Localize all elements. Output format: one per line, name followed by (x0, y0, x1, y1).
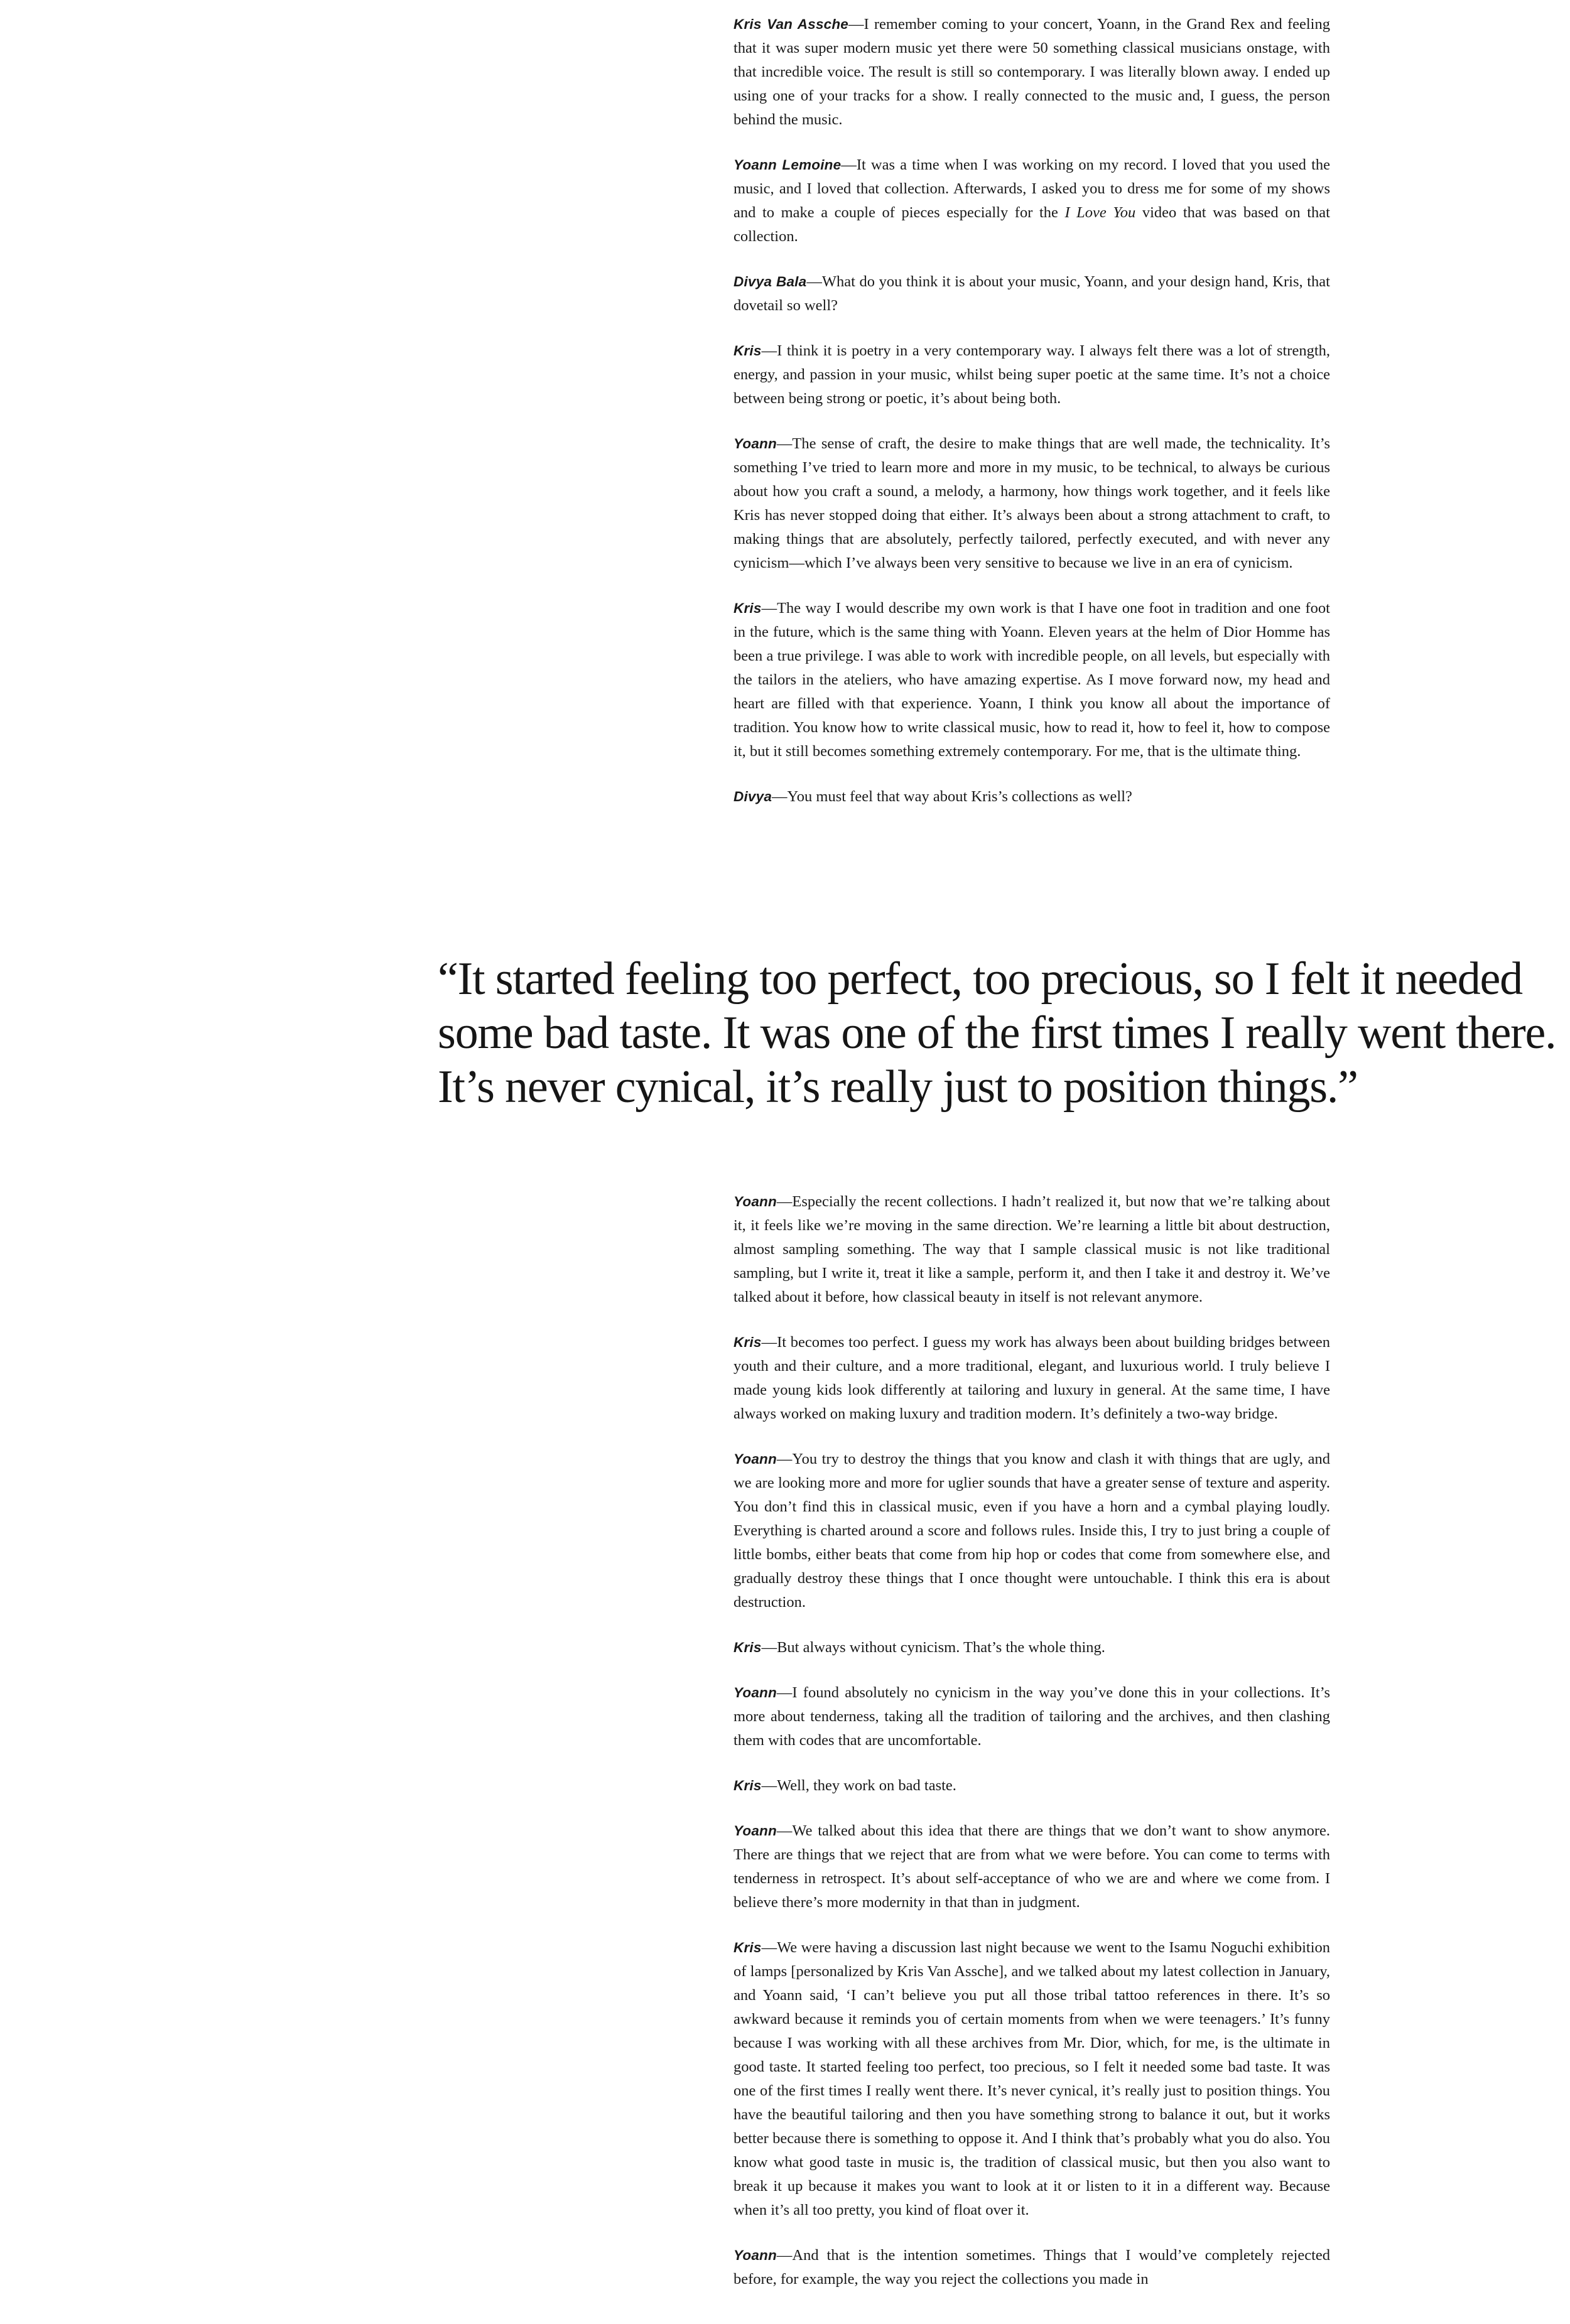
speaker-name: Yoann (734, 1823, 777, 1839)
speaker-name: Kris (734, 343, 762, 359)
separator-dash: — (761, 1777, 777, 1794)
separator-dash: — (776, 1451, 793, 1467)
paragraph-text: The way I would describe my own work is that I have one foot in tradition and one foot in the future, which is the same thing with Yoann. Eleven years at the helm of Dior Homme has been a true privilege. I was able to work with incredible people, on all levels, but especially with the tailors in the ateliers, who have amazing expertise. As I move forward now, my head and heart are filled with that experience. Yoann, I think you know all about the importance of tradition. You know how to write classical music, how to read it, how to feel it, how to compose it, but it still becomes something extremely contemporary. For me, that is the ultimate thing. (734, 600, 1330, 760)
separator-dash: — (761, 1639, 777, 1656)
paragraph-text: It was a time when I was working on my record. I loved that you used the music, and I loved that collection. Afterwards, I asked you to dress me for some of my shows and to make a couple of pieces especially for the (734, 156, 1330, 221)
paragraph-text: You must feel that way about Kris’s collections as well? (787, 788, 1132, 805)
speaker-name: Kris (734, 1334, 762, 1350)
separator-dash: — (776, 1193, 793, 1210)
speaker-name: Yoann (734, 2247, 777, 2263)
separator-dash: — (841, 156, 857, 173)
paragraph-text: You try to destroy the things that you know and clash it with things that are ugly, and we are looking more and more for uglier sounds that have a greater sense of texture and asperity. You don’t find this in classical music, even if you have a horn and a cymbal playing loudly. Everything is charted around a score and follows rules. Inside this, I try to just bring a couple of little bombs, either beats that come from hip hop or codes that come from somewhere else, and gradually destroy these things that I once thought were untouchable. I think this era is about destruction. (734, 1451, 1330, 1611)
paragraph-text: But always without cynicism. That’s the whole thing. (777, 1639, 1105, 1656)
interview-paragraph (734, 1636, 1330, 1660)
separator-dash: — (761, 1334, 777, 1351)
separator-dash: — (761, 342, 777, 359)
interview-paragraph (734, 1447, 1330, 1614)
paragraph-text: And that is the intention sometimes. Things that I would’ve completely rejected before, for example, the way you reject the collections you made in (734, 2247, 1330, 2288)
pull-quote-line: “It started feeling too perfect, too precious, so I felt it needed (438, 953, 1522, 1005)
interview-paragraph (734, 597, 1330, 764)
speaker-name: Kris (734, 1640, 762, 1655)
paragraph-text: What do you think it is about your music, Yoann, and your design hand, Kris, that dovetail so well? (734, 273, 1330, 314)
speaker-name: Yoann Lemoine (734, 157, 842, 173)
separator-dash: — (776, 435, 793, 452)
paragraph-text: Well, they work on bad taste. (777, 1777, 956, 1794)
interview-paragraph (734, 1819, 1330, 1915)
speaker-name: Yoann (734, 436, 777, 451)
speaker-name: Yoann (734, 1451, 777, 1467)
interview-column-top (734, 13, 1330, 830)
interview-paragraph (734, 153, 1330, 249)
speaker-name: Kris Van Assche (734, 16, 849, 32)
speaker-name: Kris (734, 600, 762, 616)
pull-quote-line: It’s never cynical, it’s really just to position things.” (438, 1061, 1358, 1113)
paragraph-text: I found absolutely no cynicism in the way you’ve done this in your collections. It’s more about tenderness, taking all the tradition of tailoring and the archives, and then clashing them with codes that are uncomfortable. (734, 1684, 1330, 1749)
interview-paragraph (734, 1190, 1330, 1309)
separator-dash: — (776, 1684, 793, 1701)
speaker-name: Kris (734, 1778, 762, 1793)
video-title: I Love You (1064, 204, 1136, 221)
paragraph-text: It becomes too perfect. I guess my work has always been about building bridges between youth and their culture, and a more traditional, elegant, and luxurious world. I truly believe I made young kids look differently at tailoring and luxury in general. At the same time, I have always worked on making luxury and tradition modern. It’s definitely a two-way bridge. (734, 1334, 1330, 1422)
interview-paragraph (734, 13, 1330, 132)
pull-quote-line: some bad taste. It was one of the first times I really went there. (438, 1007, 1556, 1059)
paragraph-text: video that was based on that collection. (734, 204, 1330, 245)
separator-dash: — (761, 1939, 777, 1956)
interview-paragraph (734, 270, 1330, 318)
separator-dash: — (772, 788, 788, 805)
interview-column-bottom (734, 1190, 1330, 2313)
paragraph-text: We talked about this idea that there are things that we don’t want to show anymore. There are things that we reject that are from what we were before. You can come to terms with tenderness in retrospect. It’s about self-acceptance of who we are and where we come from. I believe there’s more modernity in that than in judgment. (734, 1822, 1330, 1911)
paragraph-text: We were having a discussion last night because we went to the Isamu Noguchi exhibition of lamps [personalized by Kris Van Assche], and we talked about my latest collection in January, and Yoann said, ‘I can’t believe you put all those tribal tattoo references in there. It’s so awkward because it reminds you of certain moments from when we were teenagers.’ It’s funny because I was working with all these archives from Mr. Dior, which, for me, is the ultimate in good taste. It started feeling too perfect, too precious, so I felt it needed some bad taste. It was one of the first times I really went there. It’s never cynical, it’s really just to position things. You have the beautiful tailoring and then you have something strong to balance it out, but it works better because there is something to oppose it. And I think that’s probably what you do also. You know what good taste in music is, the tradition of classical music, but then you also want to break it up because it makes you want to look at it or listen to it in a different way. Because when it’s all too pretty, you kind of float over it. (734, 1939, 1330, 2219)
interview-paragraph (734, 785, 1330, 809)
interview-paragraph (734, 1331, 1330, 1426)
separator-dash: — (776, 1822, 793, 1839)
interview-paragraph (734, 1681, 1330, 1753)
paragraph-text: Especially the recent collections. I hadn’t realized it, but now that we’re talking about it, it feels like we’re moving in the same direction. We’re learning a little bit about destruction, almost sampling something. The way that I sample classical music is not like traditional sampling, but I write it, treat it like a sample, perform it, and then I take it and destroy it. We’ve talked about it before, how classical beauty in itself is not relevant anymore. (734, 1193, 1330, 1305)
separator-dash: — (806, 273, 822, 290)
separator-dash: — (776, 2247, 793, 2264)
paragraph-text: I think it is poetry in a very contemporary way. I always felt there was a lot of strength, energy, and passion in your music, whilst being super poetic at the same time. It’s not a choice between being strong or poetic, it’s about being both. (734, 342, 1330, 407)
interview-paragraph (734, 2244, 1330, 2291)
interview-paragraph (734, 432, 1330, 575)
interview-paragraph (734, 1774, 1330, 1798)
separator-dash: — (848, 16, 864, 33)
speaker-name: Divya Bala (734, 274, 807, 289)
separator-dash: — (761, 600, 777, 617)
interview-paragraph (734, 339, 1330, 411)
speaker-name: Yoann (734, 1194, 777, 1209)
speaker-name: Yoann (734, 1685, 777, 1700)
speaker-name: Kris (734, 1940, 762, 1955)
interview-paragraph (734, 1936, 1330, 2222)
paragraph-text: The sense of craft, the desire to make things that are well made, the technicality. It’s something I’ve tried to learn more and more in my music, to be technical, to always be curious about how you craft a sound, a melody, a harmony, how things work together, and it feels like Kris has never stopped doing that either. It’s always been about a strong attachment to craft, to making things that are absolutely, perfectly tailored, perfectly executed, and with never any cynicism—which I’ve always been very sensitive to because we live in an era of cynicism. (734, 435, 1330, 571)
speaker-name: Divya (734, 789, 772, 804)
paragraph-text: I remember coming to your concert, Yoann, in the Grand Rex and feeling that it was super modern music yet there were 50 something classical musicians onstage, with that incredible voice. The result is still so contemporary. I was literally blown away. I ended up using one of your tracks for a show. I really connected to the music and, I guess, the person behind the music. (734, 16, 1330, 128)
pull-quote (438, 952, 1568, 1114)
